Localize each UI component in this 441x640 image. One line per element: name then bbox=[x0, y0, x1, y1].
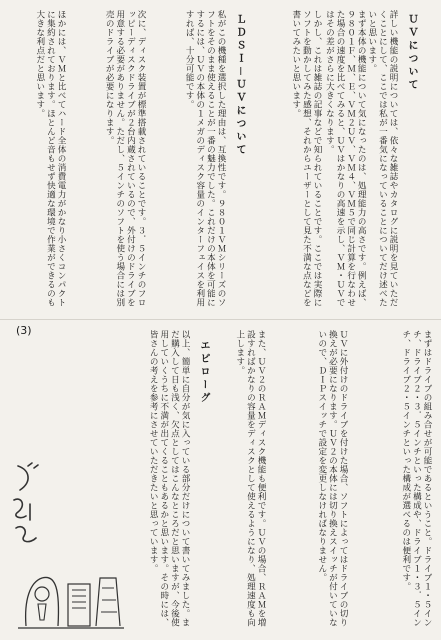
text-block-ramdisk bbox=[216, 330, 266, 630]
handwritten-signature-icon bbox=[4, 460, 48, 550]
paragraph: 次に、ディスク装置が標準搭載されていることです。３．５インチのフロッピーディスクドライブが２台内蔵されているので、外付けのドライブを用意する必要がありません。ただし、５インチのソフトを使う場合には別売のドライブが必要になります。 bbox=[104, 10, 146, 307]
text-block-drive-combo bbox=[352, 330, 432, 630]
page-divider bbox=[0, 319, 441, 320]
page-number: (3) bbox=[16, 324, 32, 337]
text-block-intro bbox=[326, 10, 398, 310]
text-block-drives bbox=[70, 10, 146, 310]
section-heading-uv: ＵＶについて bbox=[406, 14, 417, 92]
paragraph: また、ＵＶ２のＲＡＭディスク機能も便利です。ＵＶの場合、ＲＡＭを増設すればかなりの容量をディスクとして使えるようになり、処理速度も向上します。 bbox=[234, 330, 266, 627]
paragraph: まずはドライブの組み合せが可能であるということ。ドライブ１・５インチ、ドライブ２・３．５インチといった構成や、ドライブ１・３．５インチ、ドライブ２・５インチといった構成が選べるのは便利です。 bbox=[400, 330, 432, 627]
paragraph: まず本体の機能について気になったのは、処理能力の高さです。例えば、９８０１Ｆ、Ｍ、Ｅ、ＶＭ２ＵＶ、ＶＭ４、ＶＭ５で同じ計算を行なわせた場合の速度を比べてみると、ＵＶはかなりの高速を示し、ＶＭ・ＵＶではその差がさらに大きくなります。 bbox=[324, 10, 367, 307]
text-block-switch bbox=[270, 330, 348, 630]
paragraph: ほかには、ＶＭと比べてハード全体の消費電力がかなり小さくコンパクトに集約されております。ほとんど音もせず快適な環境で作業ができるのも大きな利点だと思います。 bbox=[34, 10, 66, 307]
text-block-epilogue bbox=[130, 330, 190, 630]
paragraph: 詳しい機能の説明については、依々な雑誌やカタログに説明を見ていただくことにして、ここでは私が一番気になっていることについてだけ述べたいと思います。 bbox=[366, 10, 398, 307]
hand-drawn-figure-icon bbox=[12, 560, 132, 635]
section-heading-epilogue: エピローグ bbox=[198, 340, 209, 405]
paragraph: 以上、簡単に自分が気に入っている部分だけについて書いてみました。まだ購入して日も浅く、欠点としてはこんなところだと思いますが、今後使用していくうちに不満が出てくることもあるかと思います。その時には、皆さんの考えを参考にさせていただきたいと思っています。 bbox=[148, 330, 190, 627]
text-block-other bbox=[30, 10, 66, 310]
paragraph: 私がこの機種を選択した理由は、互換性です。９８０１ＶＭシリーズのソフトをそのまま使えることが一番の魅力でした。これだけの本体を可能にするには、ＵＶの本体の１メガのディスク容量のインターフェイスを利用すれば、十分可能です。 bbox=[184, 10, 226, 307]
text-block-compatibility bbox=[150, 10, 226, 310]
section-heading-ldsi-uv: ＬＤＳＩ－ＵＶについて bbox=[234, 14, 245, 157]
paragraph: ＵＶに外付けのドライブを付けた場合、ソフトによってはドライブの切り換えが必要になります。ＵＶ２の本体には切り換えスイッチが付いていないので、ＤＩＰスイッチで設定を変更しなければなりません。 bbox=[316, 330, 348, 627]
text-block-impressions bbox=[258, 10, 322, 310]
paragraph: しかし、これは雑誌の記事などで知られていることです。ここでは実際にソフトを動かしてみた感想、それからユーザーとして見た不満な点などを書いてみたいと思います。 bbox=[290, 10, 322, 307]
